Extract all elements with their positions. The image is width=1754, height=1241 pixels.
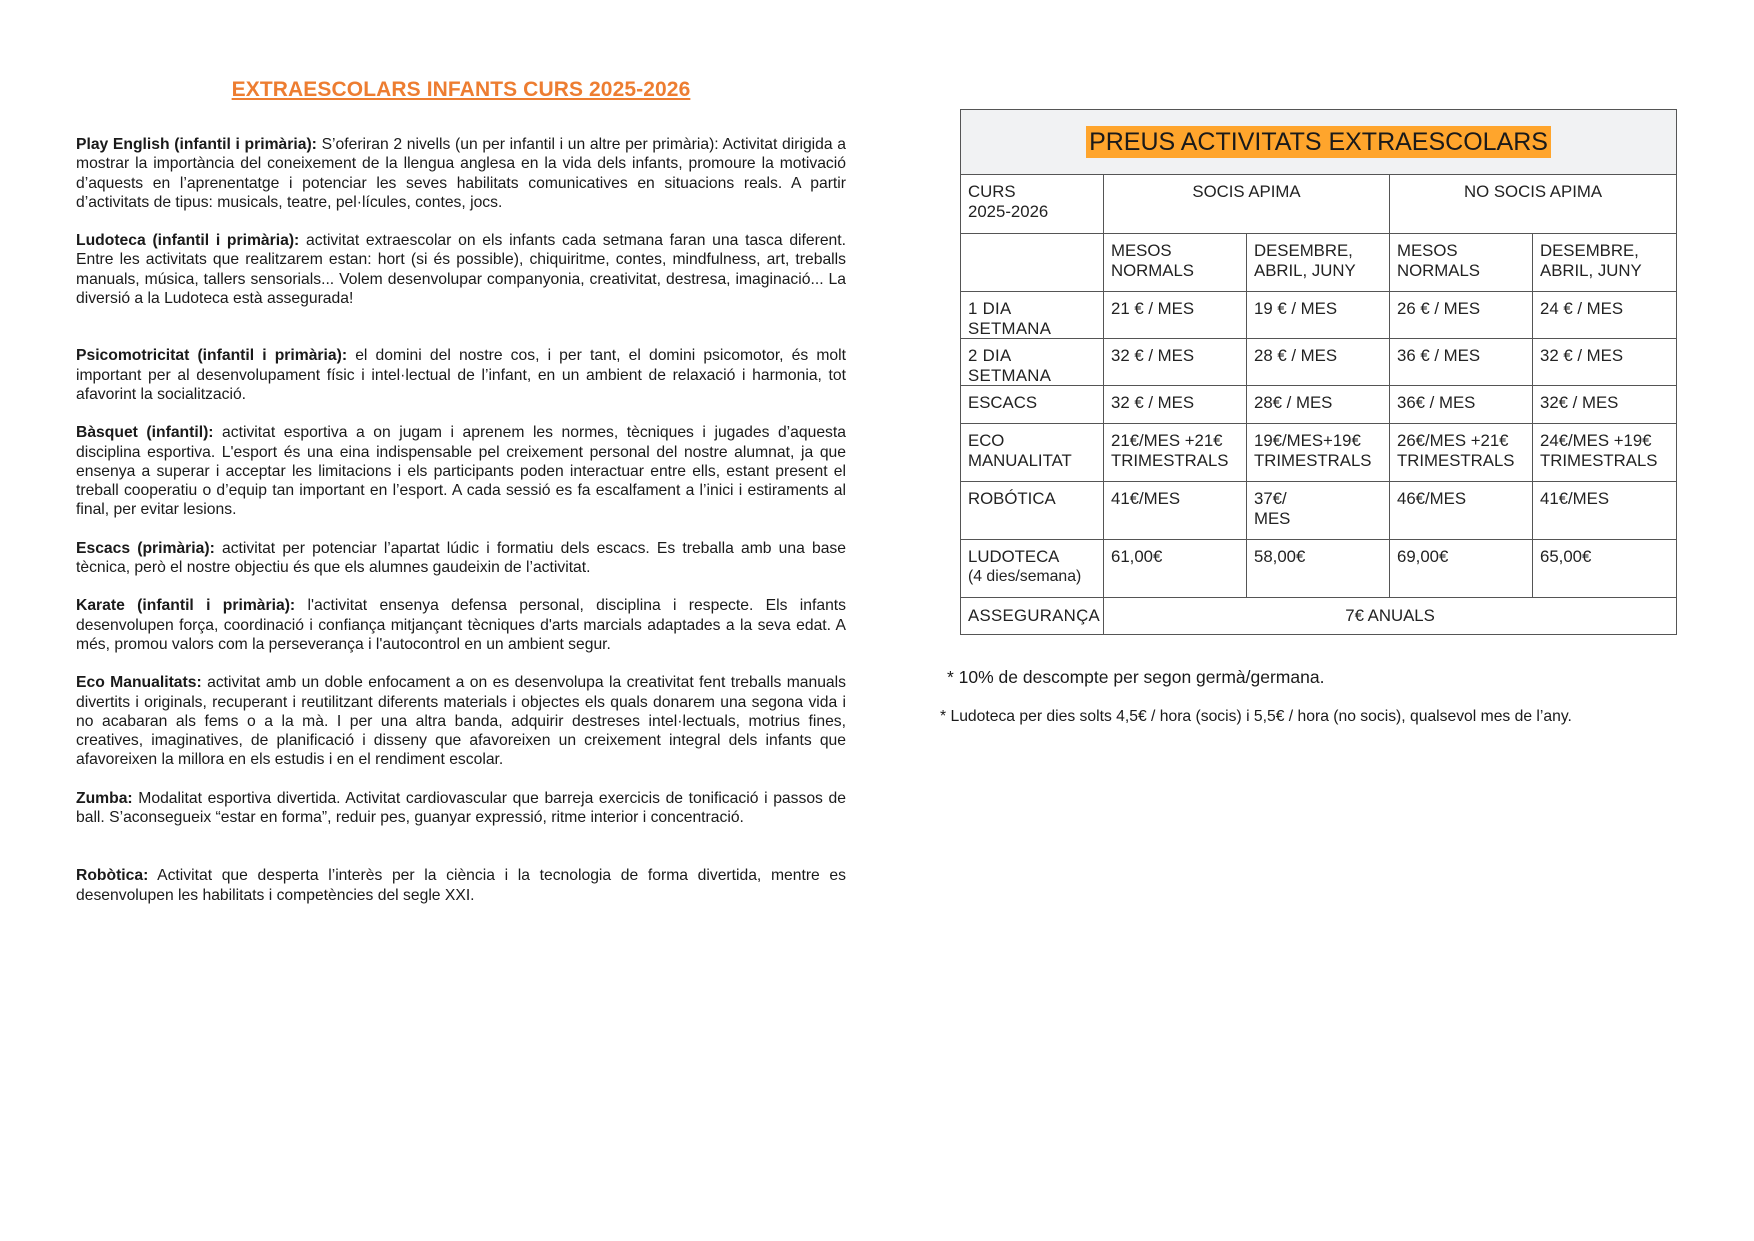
price-cell — [1247, 482, 1390, 540]
price-cell: 32 € / MES — [1533, 339, 1677, 386]
row-label: 2 DIA SETMANA — [961, 339, 1104, 386]
activity-psicomotricitat — [76, 346, 846, 404]
table-row — [961, 540, 1677, 598]
table-row — [961, 482, 1677, 540]
activity-text: Activitat que desperta l’interès per la ciència i la tecnologia de forma divertida, mentre es desenvolupen les habilitats i competències del segle XXI. — [76, 867, 846, 904]
price-text: 37€/ MES — [1254, 489, 1291, 528]
price-cell: 32 € / MES — [1104, 386, 1247, 424]
activity-name: Psicomotricitat (infantil i primària): — [76, 347, 348, 365]
group-socis: SOCIS APIMA — [1104, 175, 1390, 234]
activity-name: Ludoteca (infantil i primària): — [76, 232, 300, 250]
price-cell: 19 € / MES — [1247, 292, 1390, 339]
price-cell: 21 € / MES — [1104, 292, 1247, 339]
sub-header: DESEMBRE, ABRIL, JUNY — [1533, 234, 1677, 292]
price-cell: 21€/MES +21€ TRIMESTRALS — [1104, 424, 1247, 482]
group-no-socis: NO SOCIS APIMA — [1390, 175, 1677, 234]
table-row — [961, 386, 1677, 424]
prices-table — [960, 109, 1677, 635]
row-label: ASSEGURANÇA — [961, 598, 1104, 635]
activity-name: Play English (infantil i primària): — [76, 136, 317, 153]
price-cell: 26€/MES +21€ TRIMESTRALS — [1390, 424, 1533, 482]
note-ludoteca-hourly: * Ludoteca per dies solts 4,5€ / hora (socis) i 5,5€ / hora (no socis), qualsevol mes de l’any. — [940, 708, 1572, 725]
price-cell: 58,00€ — [1247, 540, 1390, 598]
curs-year: 2025-2026 — [968, 201, 1049, 221]
table-row-insurance — [961, 598, 1677, 635]
activity-text: activitat amb un doble enfocament a on es desenvolupa la creativitat fent treballs manuals divertits i originals, recuperant i reutilitzant diferents materials i objectes els quals donarem una segona vida i no acabaran als fems o a la mà. I per una altra banda, adquirir destreses intel·lectuals, motrius fines, creatives, imaginatives, de planificació i disseny que afavoreixen un creixement integral dels infants que afavoreixen la millora en els estudis i en el rendiment escolar. — [76, 674, 846, 769]
activity-text: Modalitat esportiva divertida. Activitat cardiovascular que barreja exercicis de tonificació i passos de ball. S’aconsegueix “estar en forma”, reduir pes, guanyar expressió, ritme interior i concentració. — [76, 789, 846, 827]
note-sibling-discount: * 10% de descompte per segon germà/germana. — [947, 667, 1325, 687]
curs-cell — [961, 175, 1104, 234]
activity-text: activitat per potenciar l’apartat lúdic i formatiu dels escacs. Es treballa amb una base tècnica, però el nostre objectiu és que els alumnes gaudeixin de l’activitat. — [76, 539, 846, 577]
price-cell: 24€/MES +19€ TRIMESTRALS — [1533, 424, 1677, 482]
activity-zumba — [76, 789, 846, 828]
table-title-cell — [961, 110, 1677, 175]
curs-label: CURS — [968, 182, 1016, 201]
price-cell: 28€ / MES — [1247, 386, 1390, 424]
notes — [940, 667, 1700, 726]
row-label: 1 DIA SETMANA — [961, 292, 1104, 339]
sub-header: DESEMBRE, ABRIL, JUNY — [1247, 234, 1390, 292]
document-title: EXTRAESCOLARS INFANTS CURS 2025-2026 — [231, 78, 691, 101]
activity-karate — [76, 596, 846, 654]
activity-name: Escacs (primària): — [76, 539, 215, 557]
table-row — [961, 424, 1677, 482]
activity-robotica — [76, 866, 846, 905]
price-cell: 46€/MES — [1390, 482, 1533, 540]
price-cell: 61,00€ — [1104, 540, 1247, 598]
activity-name: Zumba: — [76, 789, 133, 807]
activity-text: el domini del nostre cos, i per tant, el domini psicomotor, és molt important per al desenvolupament físic i intel·lectual de l’infant, en un ambient de relaxació i harmonia, tot afavorint la socialització. — [76, 347, 846, 403]
activities-column — [76, 78, 846, 905]
price-cell: 19€/MES+19€ TRIMESTRALS — [1247, 424, 1390, 482]
activity-ludoteca — [76, 231, 846, 308]
price-cell: 32€ / MES — [1533, 386, 1677, 424]
sub-header: MESOS NORMALS — [1390, 234, 1533, 292]
activity-text: activitat extraescolar on els infants cada setmana faran una tasca diferent. Entre les activitats que realitzarem estan: hort (si és possible), chiquiritme, contes, mindfulness, art, treballs manuals, música, tallers sensorials... Volem desenvolupar companyonia, creativitat, destresa, imaginació... La diversió a la Ludoteca està assegurada! — [76, 232, 846, 308]
empty-cell — [961, 234, 1104, 292]
table-group-header-row — [961, 175, 1677, 234]
price-cell: 36€ / MES — [1390, 386, 1533, 424]
activity-text: activitat esportiva a on jugam i aprenem les normes, tècniques i jugades d’aquesta disciplina esportiva. L'esport és una eina indispensable pel creixement personal del nostre alumnat, ja que ensenya a superar i acceptar les limitacions i els participants poden interactuar entre ells, estant present el treball cooperatiu o d’equip tan important en l’esport. A cada sessió es fa escalfament a l’inici i estiraments al final, per evitar lesions. — [76, 424, 846, 519]
row-label-cell — [961, 540, 1104, 598]
table-sub-header-row — [961, 234, 1677, 292]
price-cell: 65,00€ — [1533, 540, 1677, 598]
row-sublabel: (4 dies/semana) — [968, 567, 1082, 585]
table-title-row — [961, 110, 1677, 175]
row-label: LUDOTECA — [968, 547, 1060, 566]
activity-text: l'activitat ensenya defensa personal, disciplina i respecte. Els infants desenvolupen força, coordinació i confiança mitjançant tècniques d'arts marcials adaptades a la seva edat. A més, promou valors com la perseverança i l'autocontrol en un ambient segur. — [76, 597, 846, 653]
activity-escacs — [76, 539, 846, 578]
table-row — [961, 339, 1677, 386]
activity-name: Robòtica: — [76, 867, 149, 885]
price-cell: 24 € / MES — [1533, 292, 1677, 339]
price-cell: 26 € / MES — [1390, 292, 1533, 339]
activity-basquet — [76, 423, 846, 519]
prices-panel — [960, 109, 1676, 635]
row-label: ROBÓTICA — [961, 482, 1104, 540]
table-row — [961, 292, 1677, 339]
prices-title: PREUS ACTIVITATS EXTRAESCOLARS — [1086, 126, 1551, 158]
activity-name: Eco Manualitats: — [76, 674, 202, 692]
sub-header: MESOS NORMALS — [1104, 234, 1247, 292]
activity-eco-manualitats — [76, 673, 846, 769]
price-cell: 41€/MES — [1104, 482, 1247, 540]
price-cell: 32 € / MES — [1104, 339, 1247, 386]
price-cell: 36 € / MES — [1390, 339, 1533, 386]
row-label: ESCACS — [961, 386, 1104, 424]
row-label: ECO MANUALITAT — [961, 424, 1104, 482]
price-cell: 69,00€ — [1390, 540, 1533, 598]
price-cell: 28 € / MES — [1247, 339, 1390, 386]
activity-name: Bàsquet (infantil): — [76, 424, 214, 442]
insurance-value: 7€ ANUALS — [1104, 598, 1677, 635]
activity-name: Karate (infantil i primària): — [76, 597, 296, 615]
activity-play-english — [76, 135, 846, 212]
activity-text: S’oferiran 2 nivells (un per infantil i un altre per primària): Activitat dirigida a mostrar la importància del coneixement de la llengua anglesa en la vida dels infants, promoure la motivació d’aquests en l’aprenentatge i potenciar les seves habilitats comunicatives en situacions reals. A partir d’activitats de tipus: musicals, teatre, pel·lícules, contes, jocs. — [76, 136, 846, 211]
price-cell: 41€/MES — [1533, 482, 1677, 540]
